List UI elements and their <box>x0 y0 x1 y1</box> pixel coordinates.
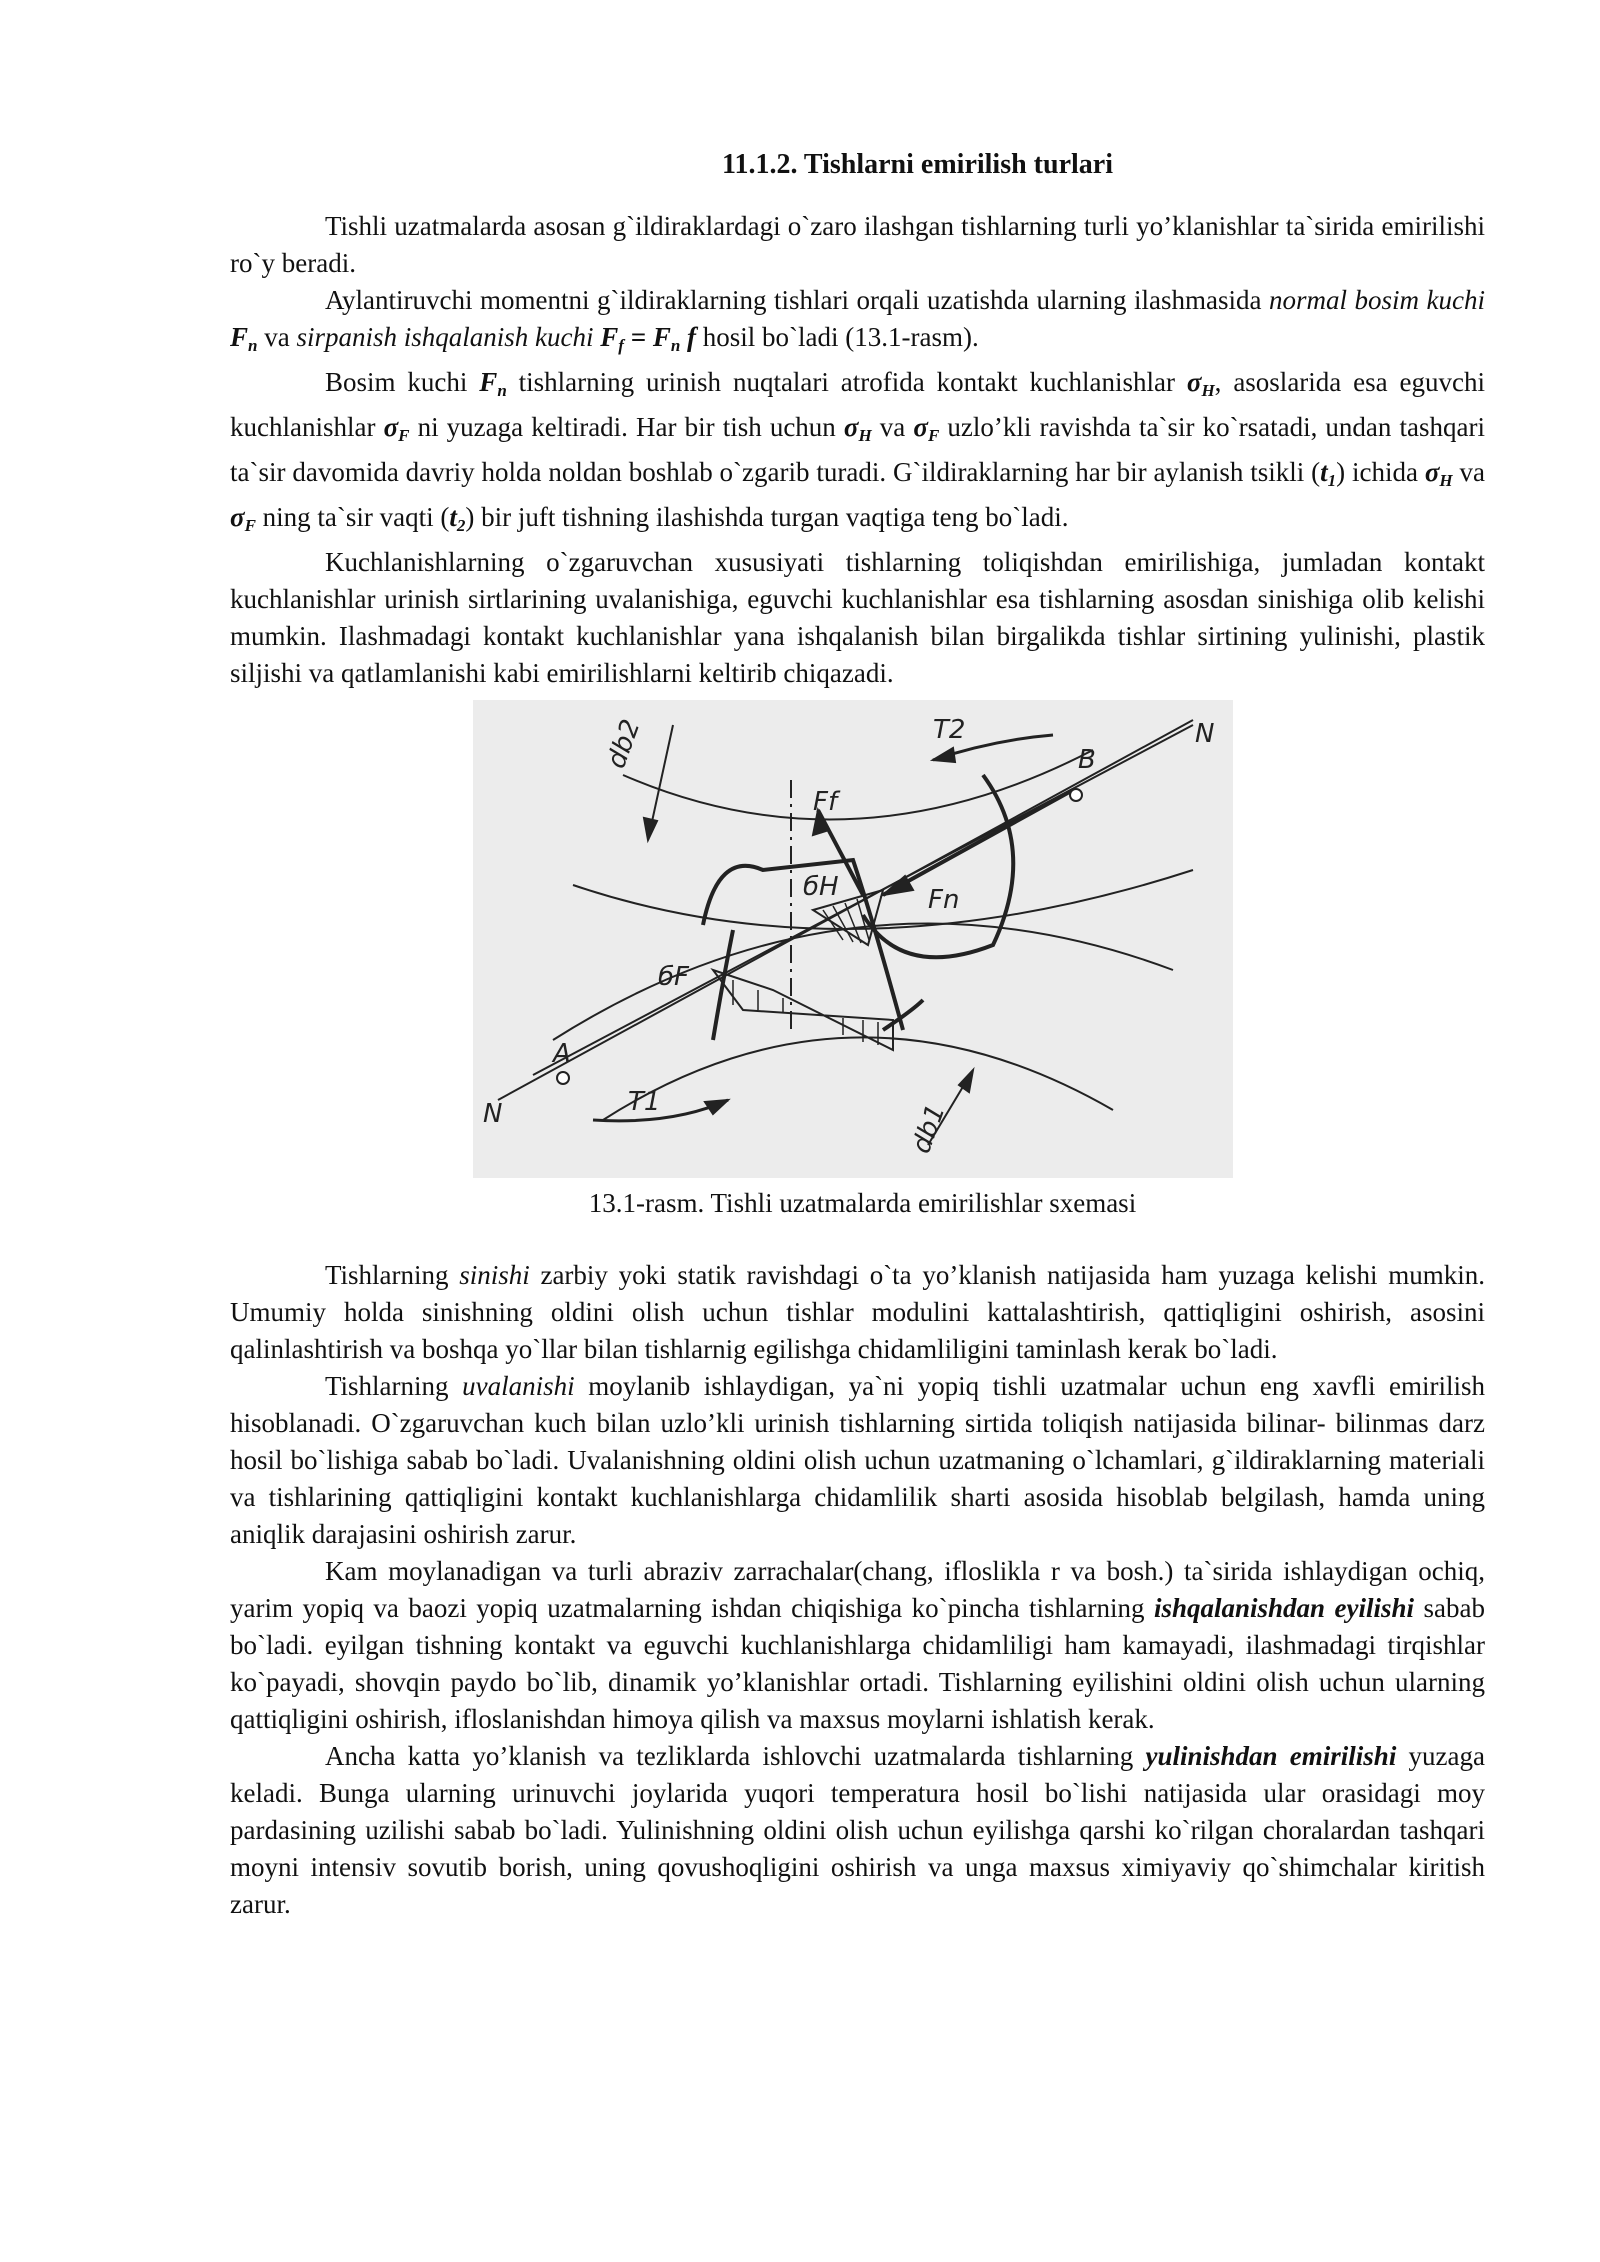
pitch-arc-upper <box>623 750 1093 819</box>
term-uvalanishi: uvalanishi <box>462 1370 575 1401</box>
symbol-t2: $t_2$ <box>449 501 466 535</box>
symbol-Fn: $F_n$ <box>479 366 507 400</box>
label-sigma-f: бF <box>657 961 689 992</box>
pitch-arc-lower-2 <box>603 1037 1113 1120</box>
term-sinishi: sinishi <box>459 1259 530 1290</box>
label-a: A <box>552 1038 571 1069</box>
gear-diagram-svg <box>473 700 1233 1178</box>
pitch-arc-upper-2 <box>573 870 1193 929</box>
text-run: va <box>257 321 297 352</box>
label-b: B <box>1077 744 1096 775</box>
document-content <box>230 148 1485 1923</box>
symbol-Fn: $F_n$ <box>230 321 258 355</box>
paragraph-1: Tishli uzatmalarda asosan g`ildiraklardagi o`zaro ilashgan tishlarning turli yo’klanishlar ta`sirida emirilishi ro`y beradi. <box>230 210 1485 278</box>
gear-mesh-figure <box>230 700 1485 1221</box>
point-b <box>1070 789 1082 801</box>
label-t2: T2 <box>932 714 965 745</box>
term-yulinishdan-emirilishi: yulinishdan emirilishi <box>1145 1740 1397 1771</box>
term-friction-force: sirpanish ishqalanish kuchi <box>296 321 594 352</box>
symbol-sigma-H: $\sigma_H$ <box>843 411 872 445</box>
t1-arrowhead <box>705 1100 728 1114</box>
symbol-sigma-H: $\sigma_H$ <box>1186 366 1215 400</box>
paragraph-7: Kam moylanadigan va turli abraziv zarrachalar(chang, ifloslikla r va bosh.) ta`sirida ishlaydigan ochiq, yarim yopiq va baozi yopiq uzatmalarning ishdan chiqishiga ko`pincha tishlarning ishqalanishdan eyilishi sabab bo`ladi. eyilgan tishning kontakt va eguvchi kuchlanishlarga chidamliligi ham kamayadi, ilashmadagi tirqishlar ko`payadi, shovqin paydo bo`lib, dinamik yo’klanishlar ortadi. Tishlarning eyilishini oldini olish uchun ularning qattiqligini oshirish, ifloslanishdan himoya qilish va maxsus moylarni ishlatish kerak. <box>230 1555 1485 1734</box>
paragraph-4: Kuchlanishlarning o`zgaruvchan xususiyati tishlarning toliqishdan emirilishiga, jumladan kontakt kuchlanishlar urinish sirtlarining uvalanishiga, eguvchi kuchlanishlar esa tishlarning asosdan sinishiga olib kelishi mumkin. Ilashmadagi kontakt kuchlanishlar yana ishqalanish bilan birgalikda tishlar sirtining yulinishi, plastik siljishi va qatlamlanishi kabi emirilishlarni keltirib chiqazadi. <box>230 546 1485 688</box>
label-ff: Ff <box>812 786 837 817</box>
spacer <box>230 1221 1485 1257</box>
figure-caption: 13.1-rasm. Tishli uzatmalarda emirilishlar sxemasi <box>588 1187 1137 1218</box>
fn-arrow <box>883 790 1073 895</box>
paragraph-6: Tishlarning uvalanishi moylanib ishlaydigan, ya`ni yopiq tishli uzatmalar uchun eng xavfli emirilish hisoblanadi. O`zgaruvchan kuch bilan uzlo’kli urinish tishlarning sirtida toliqish natijasida bilinar- bilinmas darz hosil bo`lishiga sabab bo`ladi. Uvalanishning oldini olish uchun uzatmaning o`lchamlari, g`ildiraklarning materiali va tishlarining qattiqligini kontakt kuchlanishlarga chidamlilik sharti asosida hisoblab belgilash, hamda uning aniqlik darajasini oshirish zarur. <box>230 1370 1486 1549</box>
label-db2: db2 <box>600 715 647 772</box>
term-normal-force: normal bosim kuchi <box>1268 284 1485 315</box>
text-run: Aylantiruvchi momentni g`ildiraklarning tishlari orqali uzatishda ularning ilashmasida <box>325 284 1269 315</box>
gear-diagram <box>473 700 1233 1178</box>
label-n-bottom: N <box>482 1098 502 1129</box>
symbol-sigma-F: $\sigma_F$ <box>230 501 256 535</box>
term-ishqalanishdan-eyilishi: ishqalanishdan eyilishi <box>1153 1592 1415 1623</box>
label-sigma-h: бH <box>802 871 839 902</box>
symbol-sigma-F: $\sigma_F$ <box>913 411 940 445</box>
text-run: hosil bo`ladi (13.1-rasm). <box>696 321 979 352</box>
formula-Ff: $F_f = F_n$ f <box>600 321 697 355</box>
point-a <box>557 1072 569 1084</box>
symbol-sigma-H: $\sigma_H$ <box>1424 456 1453 490</box>
section-heading: 11.1.2. Tishlarni emirilish turlari <box>721 149 1113 180</box>
label-t1: T1 <box>627 1086 660 1117</box>
label-n-top: N <box>1194 718 1214 749</box>
sigma-f-arrows <box>733 980 878 1045</box>
symbol-sigma-F: $\sigma_F$ <box>383 411 410 445</box>
symbol-t1: $t_1$ <box>1320 456 1337 490</box>
paragraph-8: Ancha katta yo’klanish va tezliklarda ishlovchi uzatmalarda tishlarning yulinishdan emirilishi yuzaga keladi. Bunga ularning urinuvchi joylarida yuqori temperatura hosil bo`lishi natijasida ular orasidagi moy pardasining uzilishi sabab bo`ladi. Yulinishning oldini olish uchun eyilishga qarshi ko`rilgan choralardan tashqari moyni intensiv sovutib borish, uning qovushoqligini oshirish va unga maxsus ximiyaviy qo`shimchalar kiritish zarur. <box>230 1740 1486 1919</box>
paragraph-5: Tishlarning sinishi zarbiy yoki statik ravishdagi o`ta yo’klanish natijasida ham yuzaga kelishi mumkin. Umumiy holda sinishning oldini olish uchun tishlar modulini kattalashtirish, qattiqligini oshirish, asosini qalinlashtirish va boshqa yo`llar bilan tishlarnig egilishga chidamliligini taminlash kerak bo`ladi. <box>230 1259 1485 1364</box>
label-db1: db1 <box>905 1100 952 1157</box>
t2-arrowhead <box>933 748 955 762</box>
paragraph-3: Bosim kuchi $F_n$ tishlarning urinish nuqtalari atrofida kontakt kuchlanishlar $\sigma_H$, asoslarida esa eguvchi kuchlanishlar $\sigma_F$ ni yuzaga keltiradi. Har bir tish uchun $\sigma_H$ va $\sigma_F$ uzlo’kli ravishda ta`sir ko`rsatadi, undan tashqari ta`sir davomida davriy holda noldan boshlab o`zgarib turadi. G`ildiraklarning har bir aylanish tsikli $(t_1)$ ichida $\sigma_H$ va $\sigma_F$ ning ta`sir vaqti $(t_2)$ bir juft tishning ilashishda turgan vaqtiga teng bo`ladi. <box>230 366 1486 535</box>
paragraph-2 <box>230 282 1485 364</box>
label-fn: Fn <box>927 884 959 915</box>
